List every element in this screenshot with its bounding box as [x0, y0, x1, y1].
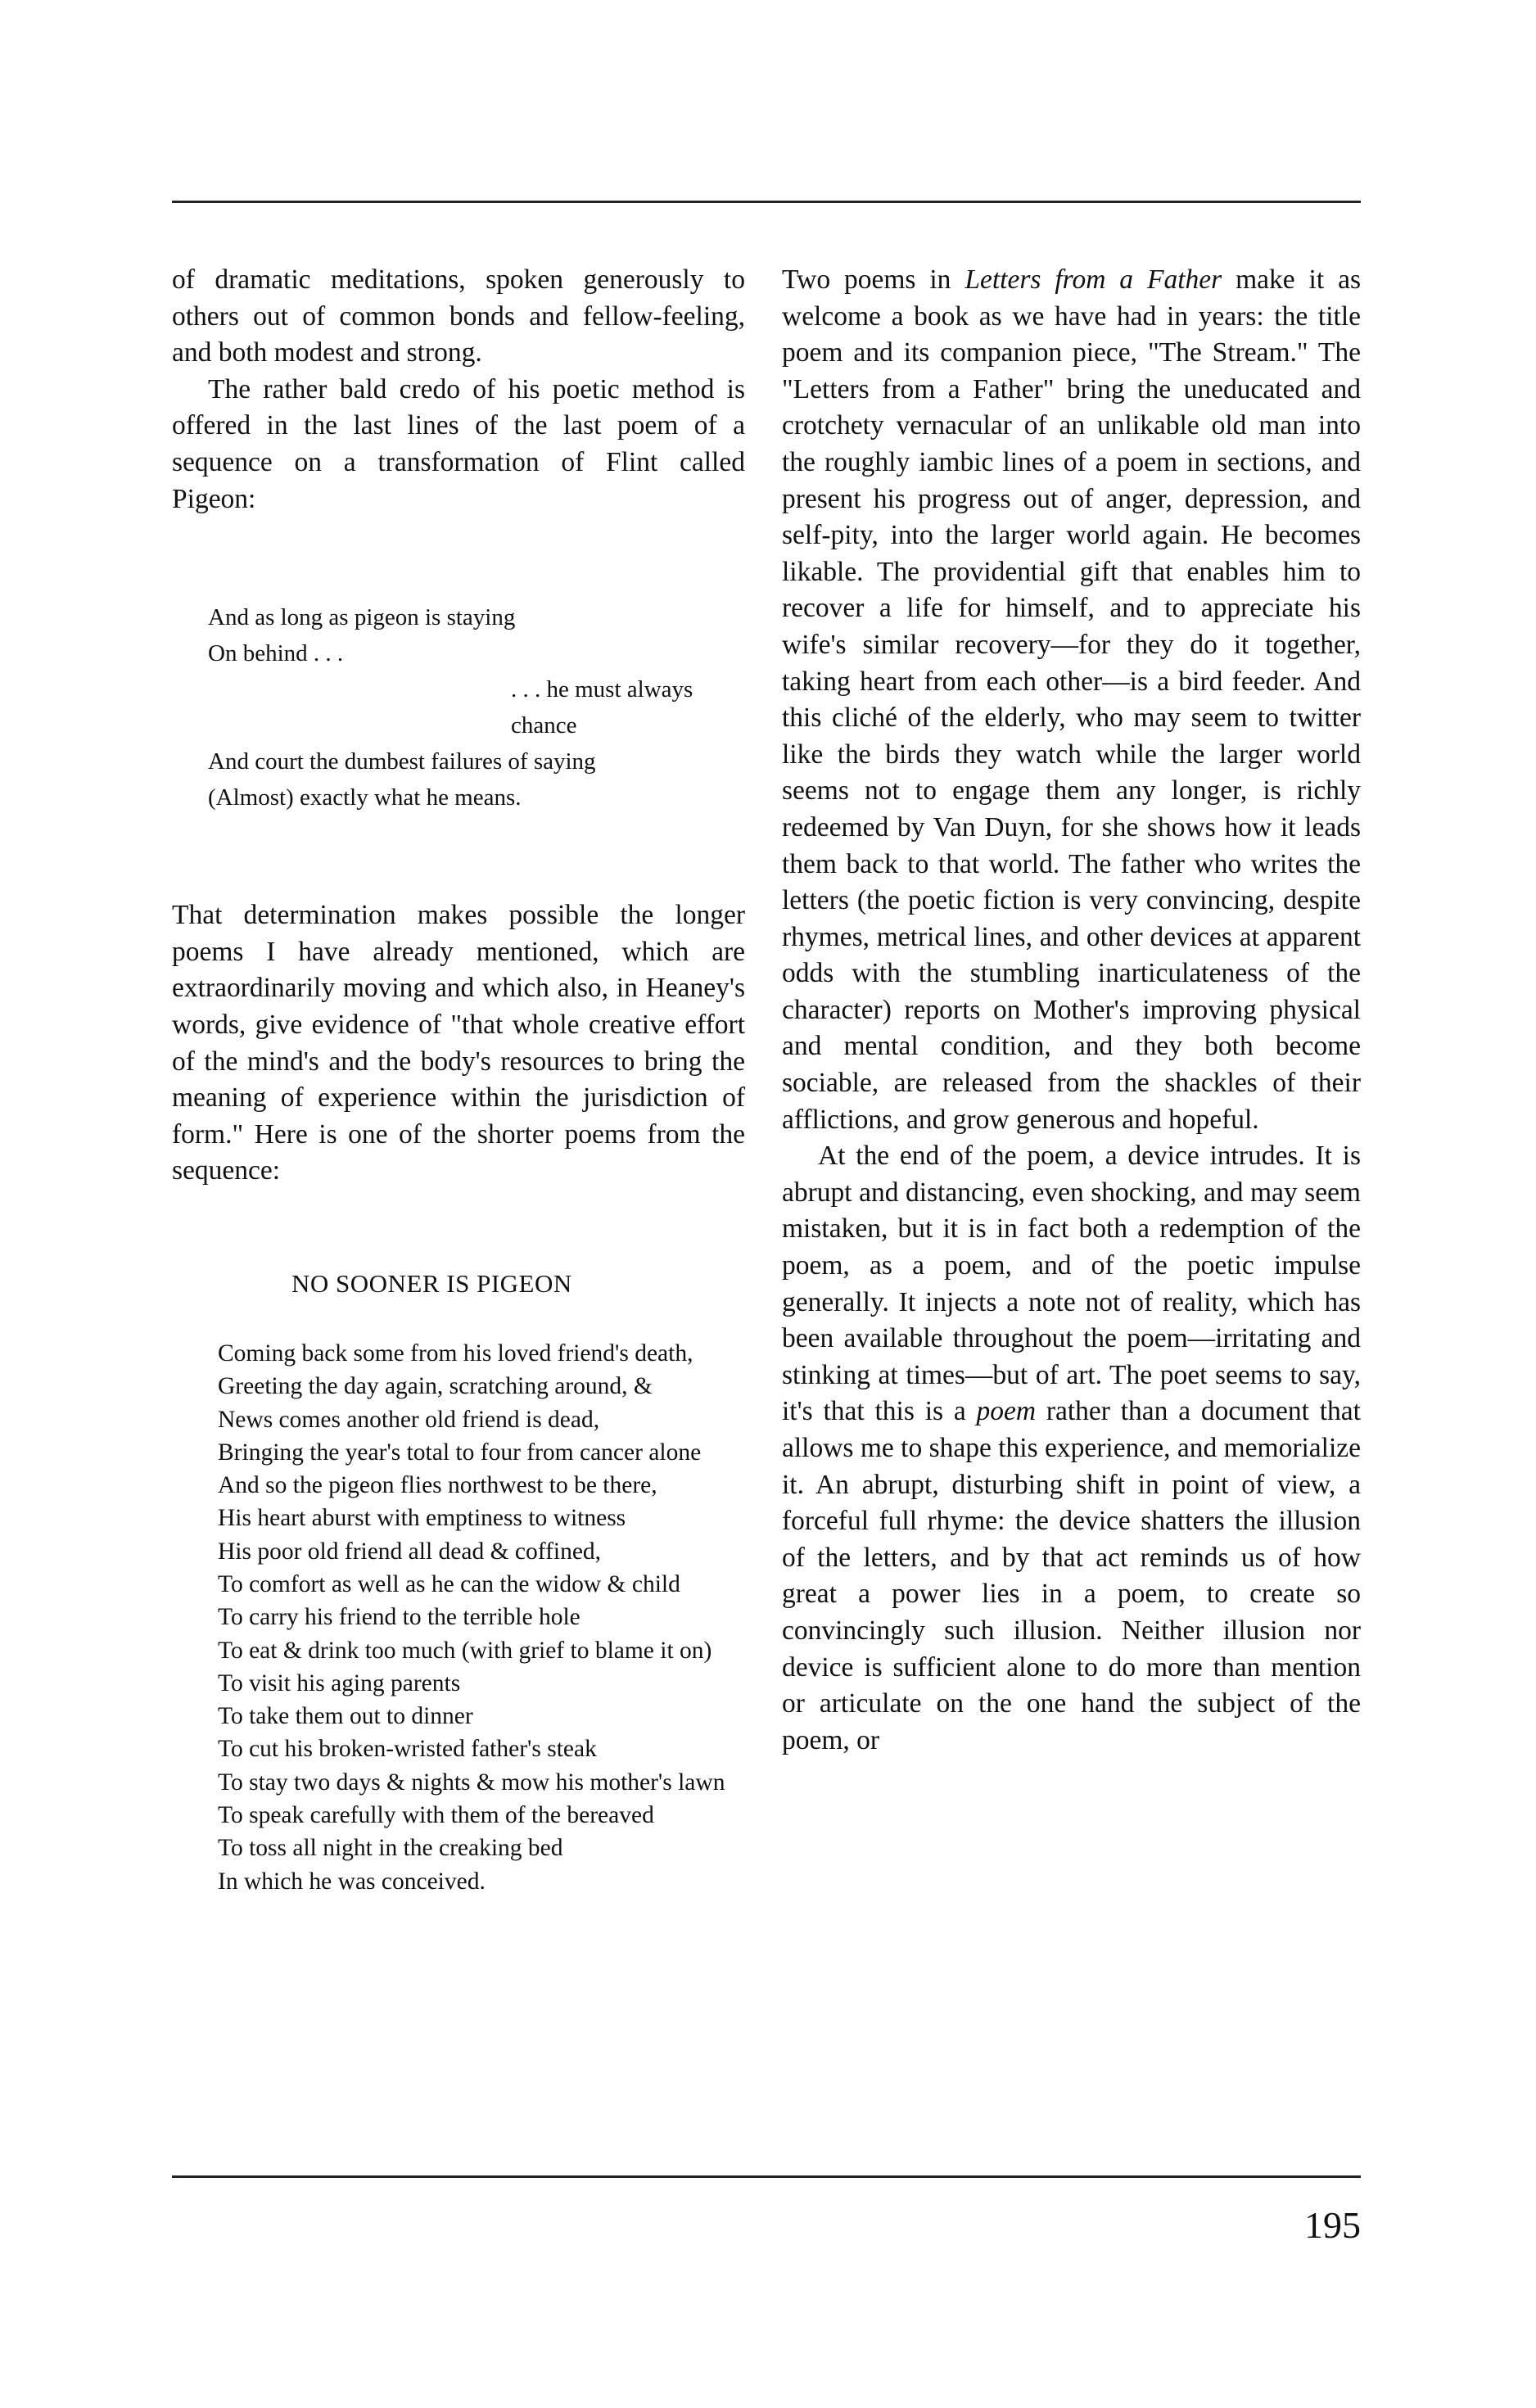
- right-paragraph-2: [782, 1138, 1361, 1759]
- top-rule: [172, 201, 1361, 203]
- poem-line: Greeting the day again, scratching around, &: [218, 1373, 653, 1400]
- right-paragraph-2-start: At the end of the poem, a device intrudes. It is abrupt and distancing, even shocking, and may seem mistaken, but it is in fact both a redemption of the poem, as a poem, and of the poetic impulse generally. It injects a note not of reality, which has been available throughout the poem—irritating and stinking at times—but of art. The poet seems to say, it's that this is a: [782, 1141, 1361, 1427]
- poem-line: And so the pigeon flies northwest to be there,: [218, 1472, 657, 1499]
- quote-line: And as long as pigeon is staying: [208, 604, 516, 631]
- quote-line: On behind . . .: [208, 640, 344, 667]
- poem-line: News comes another old friend is dead,: [218, 1406, 600, 1433]
- poem-line: To take them out to dinner: [218, 1703, 473, 1730]
- poem-line: To toss all night in the creaking bed: [218, 1835, 563, 1862]
- poem-line: His poor old friend all dead & coffined,: [218, 1538, 602, 1565]
- left-paragraph-1: of dramatic meditations, spoken generously to others out of common bonds and fellow-feeling, and both modest and strong.: [172, 264, 745, 368]
- bottom-rule: [172, 2175, 1361, 2178]
- right-paragraph-2-rest: rather than a document that allows me to shape this experience, and memorialize it. An abrupt, disturbing shift in point of view, a forceful full rhyme: the device shatters the illusion of the letters, and by that act reminds us of how great a power lies in a poem, to create so convincingly such illusion. Neither illusion nor device is sufficient alone to do more than mention or articulate on the one hand the subject of the poem, or: [782, 1396, 1361, 1755]
- poem-line: His heart aburst with emptiness to witness: [218, 1505, 626, 1532]
- book-title: Letters from a Father: [965, 264, 1222, 295]
- quote-line: . . . he must always chance: [511, 676, 693, 739]
- poem-line: In which he was conceived.: [218, 1868, 486, 1895]
- poem-title: NO SOONER IS PIGEON: [291, 1268, 572, 1298]
- poem-line: To visit his aging parents: [218, 1669, 461, 1696]
- poem-line: To cut his broken-wristed father's steak: [218, 1736, 597, 1763]
- left-paragraph-3: That determination makes possible the longer poems I have already mentioned, which are extraordinarily moving and which also, in Heaney's words, give evidence of "that whole creative effort of the mind's and the body's resources to bring the meaning of experience within the jurisdiction of form." Here is one of the shorter poems from the sequence:: [172, 900, 745, 1186]
- poem-line: To speak carefully with them of the bereaved: [218, 1802, 654, 1829]
- page-number: 195: [1304, 2204, 1361, 2246]
- poem-line: To carry his friend to the terrible hole: [218, 1604, 581, 1631]
- right-column: [782, 262, 1361, 1759]
- poem-line: To comfort as well as he can the widow & child: [218, 1570, 680, 1597]
- block-quote-verse: [208, 599, 745, 815]
- quote-line: And court the dumbest failures of saying: [208, 748, 596, 775]
- poem-block: [218, 1337, 745, 1898]
- right-paragraph-1-rest: make it as welcome a book as we have had in years: the title poem and its companion piece, "The Stream." The "Letters from a Father" bring the uneducated and crotchety vernacular of an unlikable old man into the roughly iambic lines of a poem in sections, and present his progress out of anger, depression, and self-pity, into the larger world again. He becomes likable. The providential gift that enables him to recover a life for himself, and to appreciate his wife's similar recovery—for they do it together, taking heart from each other—is a bird feeder. And this cliché of the elderly, who may seem to twitter like the birds they watch while the larger world seems not to engage them any longer, is richly redeemed by Van Duyn, for she shows how it leads them back to that world. The father who writes the letters (the poetic fiction is very convincing, despite rhymes, metrical lines, and other devices at apparent odds with the stumbling inarticulateness of the character) reports on Mother's improving physical and mental condition, and they both become sociable, are released from the shackles of their afflictions, and grow generous and hopeful.: [782, 264, 1361, 1135]
- poem-line: Bringing the year's total to four from cancer alone: [218, 1439, 702, 1466]
- poem-line: Coming back some from his loved friend's death,: [218, 1340, 693, 1367]
- right-paragraph-1-start: Two poems in: [782, 264, 965, 295]
- left-paragraph-2: The rather bald credo of his poetic method is offered in the last lines of the last poem of a sequence on a transformation of Flint called Pigeon:: [172, 373, 745, 514]
- left-column: [172, 262, 745, 1898]
- emphasis-word: poem: [976, 1396, 1037, 1427]
- poem-line: To stay two days & nights & mow his mother's lawn: [218, 1769, 725, 1796]
- right-paragraph-1: [782, 262, 1361, 1138]
- poem-line: To eat & drink too much (with grief to blame it on): [218, 1637, 712, 1664]
- quote-line: (Almost) exactly what he means.: [208, 784, 522, 811]
